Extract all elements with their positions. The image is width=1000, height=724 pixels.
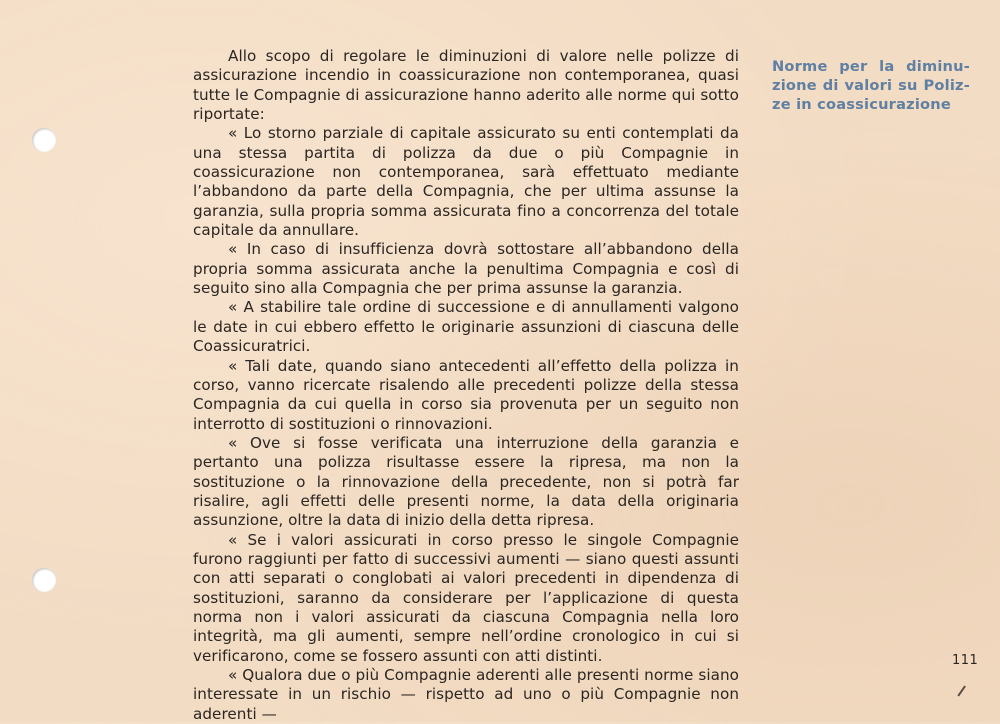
margin-heading: Norme per la diminu-zione di valori su Poliz-ze in coassicurazione: [772, 58, 970, 113]
paragraph: « Qualora due o più Compagnie aderenti alle presenti norme siano interessate in un rischio — rispetto ad uno o più Compagnie non aderenti —: [193, 666, 739, 723]
paragraph: « In caso di insufficienza dovrà sottostare all’abbandono della propria somma assicurata anche la penultima Compagnia e così di seguito sino alla Compagnia che per prima assunse la garanzia.: [193, 240, 739, 298]
paragraph: Allo scopo di regolare le diminuzioni di valore nelle polizze di assicurazione incendio in coassicurazione non contemporanea, quasi tutte le Compagnie di assicurazione hanno aderito alle norme qui sotto riportate:: [193, 47, 739, 124]
binder-hole-bottom: [32, 568, 56, 592]
paragraph: « Ove si fosse verificata una interruzione della garanzia e pertanto una polizza risultasse essere la ripresa, ma non la sostituzione o la rinnovazione della precedente, non si potrà far risalire, agli effetti delle presenti norme, la data della originaria assunzione, oltre la data di inizio della detta ripresa.: [193, 433, 739, 530]
paragraph: « A stabilire tale ordine di successione e di annullamenti valgono le date in cui ebbero effetto le originarie assunzioni di ciascuna delle Coassicuratrici.: [193, 298, 739, 356]
binder-hole-top: [32, 128, 56, 152]
pencil-mark: [957, 685, 965, 696]
page-number: 111: [952, 653, 979, 668]
paragraph: « Tali date, quando siano antecedenti all’effetto della polizza in corso, vanno ricercate risalendo alle precedenti polizze della stessa Compagnia da cui quella in corso sia provenuta per un seguito non interrotto di sostituzioni o rinnovazioni.: [193, 356, 739, 433]
paragraph: « Lo storno parziale di capitale assicurato su enti contemplati da una stessa partita di polizza da due o più Compagnie in coassicurazione non contemporanea, sarà effettuato mediante l’abbandono da parte della Compagnia, che per ultima assunse la garanzia, sulla propria somma assicurata fino a concorrenza del totale capitale da annullare.: [193, 124, 739, 240]
body-text: [193, 47, 739, 724]
paragraph: « Se i valori assicurati in corso presso le singole Compagnie furono raggiunti per fatto di successivi aumenti — siano questi assunti con atti separati o conglobati ai valori precedenti in dipendenza di sostituzioni, saranno da considerare per l’applicazione di questa norma non i valori assicurati da ciascuna Compagnia nella loro integrità, ma gli aumenti, sempre nell’ordine cronologico in cui si verificarono, come se fossero assunti con atti distinti.: [193, 530, 739, 665]
